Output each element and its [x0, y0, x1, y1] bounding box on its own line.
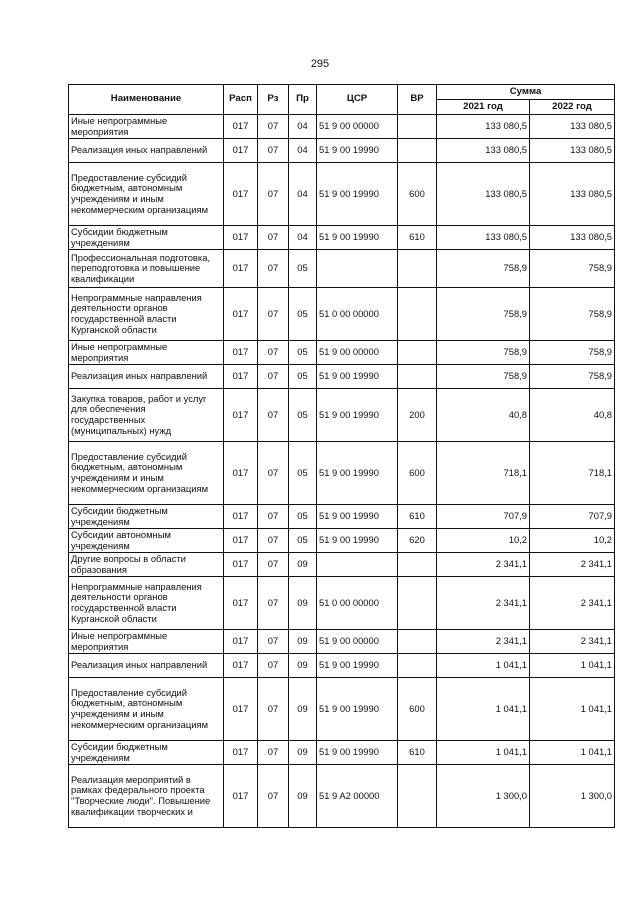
cell-rz: 07	[258, 678, 289, 741]
cell-rz: 07	[258, 288, 289, 341]
cell-name: Непрограммные направления деятельности органов государственной власти Курганской области	[69, 288, 224, 341]
cell-rz: 07	[258, 163, 289, 226]
cell-y2022: 718,1	[530, 442, 615, 505]
cell-rasp: 017	[224, 442, 258, 505]
table-row	[69, 553, 615, 577]
table-row	[69, 442, 615, 505]
cell-pr: 05	[289, 341, 317, 365]
cell-csr: 51 9 00 19990	[317, 226, 398, 250]
cell-y2022: 1 300,0	[530, 765, 615, 828]
table-row	[69, 341, 615, 365]
cell-y2022: 40,8	[530, 389, 615, 442]
cell-rasp: 017	[224, 288, 258, 341]
cell-rasp: 017	[224, 505, 258, 529]
cell-pr: 05	[289, 442, 317, 505]
cell-y2021: 758,9	[437, 341, 530, 365]
cell-pr: 04	[289, 163, 317, 226]
cell-y2021: 133 080,5	[437, 139, 530, 163]
cell-pr: 05	[289, 389, 317, 442]
cell-y2021: 133 080,5	[437, 163, 530, 226]
cell-name: Непрограммные направления деятельности органов государственной власти Курганской области	[69, 577, 224, 630]
cell-rz: 07	[258, 505, 289, 529]
cell-csr: 51 9 00 19990	[317, 163, 398, 226]
cell-pr: 04	[289, 226, 317, 250]
cell-pr: 09	[289, 553, 317, 577]
cell-csr: 51 9 00 19990	[317, 529, 398, 553]
cell-vr: 600	[398, 163, 437, 226]
page-number: 295	[310, 58, 330, 70]
cell-vr: 610	[398, 505, 437, 529]
cell-rz: 07	[258, 442, 289, 505]
cell-name: Другие вопросы в области образования	[69, 553, 224, 577]
cell-rz: 07	[258, 365, 289, 389]
cell-y2022: 133 080,5	[530, 226, 615, 250]
cell-rz: 07	[258, 553, 289, 577]
cell-csr: 51 9 00 19990	[317, 741, 398, 765]
table-row	[69, 250, 615, 288]
table-row	[69, 115, 615, 139]
cell-pr: 09	[289, 630, 317, 654]
cell-rasp: 017	[224, 529, 258, 553]
cell-csr	[317, 250, 398, 288]
cell-y2021: 707,9	[437, 505, 530, 529]
cell-vr: 600	[398, 442, 437, 505]
cell-y2022: 133 080,5	[530, 139, 615, 163]
cell-rasp: 017	[224, 765, 258, 828]
cell-y2021: 758,9	[437, 250, 530, 288]
cell-rasp: 017	[224, 226, 258, 250]
cell-vr	[398, 365, 437, 389]
cell-y2021: 40,8	[437, 389, 530, 442]
table-row	[69, 505, 615, 529]
cell-pr: 09	[289, 678, 317, 741]
header-rasp: Расп	[224, 85, 258, 115]
table-row	[69, 365, 615, 389]
header-rz: Рз	[258, 85, 289, 115]
cell-csr: 51 9 A2 00000	[317, 765, 398, 828]
cell-rz: 07	[258, 765, 289, 828]
cell-csr: 51 9 00 00000	[317, 630, 398, 654]
cell-vr: 200	[398, 389, 437, 442]
cell-vr: 610	[398, 226, 437, 250]
cell-pr: 09	[289, 765, 317, 828]
cell-pr: 09	[289, 741, 317, 765]
cell-rz: 07	[258, 226, 289, 250]
cell-rasp: 017	[224, 115, 258, 139]
table-row	[69, 163, 615, 226]
cell-y2022: 758,9	[530, 288, 615, 341]
cell-rz: 07	[258, 389, 289, 442]
cell-rasp: 017	[224, 678, 258, 741]
cell-rz: 07	[258, 630, 289, 654]
cell-name: Предоставление субсидий бюджетным, автономным учреждениям и иным некоммерческим организациям	[69, 163, 224, 226]
cell-pr: 05	[289, 529, 317, 553]
cell-rz: 07	[258, 577, 289, 630]
cell-csr: 51 9 00 00000	[317, 115, 398, 139]
cell-rasp: 017	[224, 741, 258, 765]
cell-rz: 07	[258, 529, 289, 553]
cell-y2022: 758,9	[530, 341, 615, 365]
cell-y2022: 2 341,1	[530, 630, 615, 654]
table-row	[69, 678, 615, 741]
cell-pr: 05	[289, 288, 317, 341]
cell-y2022: 758,9	[530, 250, 615, 288]
header-vr: ВР	[398, 85, 437, 115]
cell-name: Реализация иных направлений	[69, 139, 224, 163]
cell-pr: 04	[289, 115, 317, 139]
cell-y2021: 2 341,1	[437, 553, 530, 577]
cell-vr	[398, 139, 437, 163]
cell-name: Профессиональная подготовка, переподготовка и повышение квалификации	[69, 250, 224, 288]
cell-rz: 07	[258, 115, 289, 139]
cell-y2021: 1 041,1	[437, 678, 530, 741]
cell-rasp: 017	[224, 654, 258, 678]
cell-pr: 09	[289, 577, 317, 630]
cell-vr: 620	[398, 529, 437, 553]
cell-name: Реализация иных направлений	[69, 365, 224, 389]
cell-vr	[398, 341, 437, 365]
cell-vr	[398, 577, 437, 630]
cell-pr: 09	[289, 654, 317, 678]
cell-rasp: 017	[224, 553, 258, 577]
header-sum: Сумма	[437, 85, 615, 100]
cell-vr	[398, 250, 437, 288]
cell-csr: 51 9 00 19990	[317, 442, 398, 505]
table-row	[69, 577, 615, 630]
cell-rasp: 017	[224, 577, 258, 630]
cell-y2022: 1 041,1	[530, 741, 615, 765]
cell-y2022: 707,9	[530, 505, 615, 529]
cell-name: Реализация мероприятий в рамках федерального проекта "Творческие люди". Повышение квалификации творческих и	[69, 765, 224, 828]
cell-rz: 07	[258, 741, 289, 765]
header-csr: ЦСР	[317, 85, 398, 115]
cell-name: Иные непрограммные мероприятия	[69, 115, 224, 139]
cell-y2022: 2 341,1	[530, 577, 615, 630]
cell-name: Предоставление субсидий бюджетным, автономным учреждениям и иным некоммерческим организациям	[69, 442, 224, 505]
table-row	[69, 529, 615, 553]
cell-rasp: 017	[224, 341, 258, 365]
cell-name: Субсидии бюджетным учреждениям	[69, 741, 224, 765]
budget-table	[68, 84, 615, 828]
cell-y2022: 10,2	[530, 529, 615, 553]
cell-y2021: 133 080,5	[437, 115, 530, 139]
cell-csr: 51 9 00 19990	[317, 389, 398, 442]
cell-pr: 04	[289, 139, 317, 163]
cell-rz: 07	[258, 139, 289, 163]
cell-y2022: 2 341,1	[530, 553, 615, 577]
cell-rz: 07	[258, 654, 289, 678]
cell-name: Иные непрограммные мероприятия	[69, 630, 224, 654]
cell-csr: 51 9 00 19990	[317, 139, 398, 163]
cell-csr: 51 9 00 19990	[317, 654, 398, 678]
cell-vr: 600	[398, 678, 437, 741]
cell-csr: 51 9 00 19990	[317, 505, 398, 529]
cell-name: Субсидии автономным учреждениям	[69, 529, 224, 553]
cell-vr: 610	[398, 741, 437, 765]
cell-csr: 51 0 00 00000	[317, 288, 398, 341]
cell-vr	[398, 654, 437, 678]
cell-rasp: 017	[224, 163, 258, 226]
table-row	[69, 654, 615, 678]
cell-rasp: 017	[224, 630, 258, 654]
cell-y2022: 133 080,5	[530, 115, 615, 139]
cell-name: Субсидии бюджетным учреждениям	[69, 505, 224, 529]
cell-y2021: 1 041,1	[437, 654, 530, 678]
cell-rasp: 017	[224, 389, 258, 442]
cell-name: Реализация иных направлений	[69, 654, 224, 678]
header-name: Наименование	[69, 85, 224, 115]
cell-y2022: 1 041,1	[530, 654, 615, 678]
cell-y2021: 2 341,1	[437, 630, 530, 654]
cell-name: Закупка товаров, работ и услуг для обеспечения государственных (муниципальных) нужд	[69, 389, 224, 442]
cell-csr	[317, 553, 398, 577]
cell-csr: 51 9 00 19990	[317, 678, 398, 741]
cell-csr: 51 9 00 19990	[317, 365, 398, 389]
cell-rz: 07	[258, 341, 289, 365]
cell-y2021: 718,1	[437, 442, 530, 505]
cell-name: Субсидии бюджетным учреждениям	[69, 226, 224, 250]
cell-y2022: 1 041,1	[530, 678, 615, 741]
cell-rasp: 017	[224, 365, 258, 389]
table-row	[69, 630, 615, 654]
cell-y2021: 758,9	[437, 365, 530, 389]
cell-rasp: 017	[224, 250, 258, 288]
cell-y2021: 2 341,1	[437, 577, 530, 630]
table-row	[69, 226, 615, 250]
cell-name: Иные непрограммные мероприятия	[69, 341, 224, 365]
cell-csr: 51 9 00 00000	[317, 341, 398, 365]
cell-vr	[398, 553, 437, 577]
cell-pr: 05	[289, 505, 317, 529]
cell-y2021: 133 080,5	[437, 226, 530, 250]
header-2022: 2022 год	[530, 100, 615, 115]
cell-csr: 51 0 00 00000	[317, 577, 398, 630]
cell-vr	[398, 765, 437, 828]
header-2021: 2021 год	[437, 100, 530, 115]
table-row	[69, 389, 615, 442]
cell-vr	[398, 288, 437, 341]
header-pr: Пр	[289, 85, 317, 115]
cell-y2022: 133 080,5	[530, 163, 615, 226]
table-row	[69, 139, 615, 163]
table-row	[69, 741, 615, 765]
cell-name: Предоставление субсидий бюджетным, автономным учреждениям и иным некоммерческим организациям	[69, 678, 224, 741]
cell-rasp: 017	[224, 139, 258, 163]
table-row	[69, 765, 615, 828]
cell-y2021: 10,2	[437, 529, 530, 553]
table-row	[69, 288, 615, 341]
cell-y2021: 1 300,0	[437, 765, 530, 828]
cell-y2021: 758,9	[437, 288, 530, 341]
cell-y2022: 758,9	[530, 365, 615, 389]
cell-pr: 05	[289, 365, 317, 389]
cell-vr	[398, 630, 437, 654]
cell-pr: 05	[289, 250, 317, 288]
cell-y2021: 1 041,1	[437, 741, 530, 765]
cell-vr	[398, 115, 437, 139]
cell-rz: 07	[258, 250, 289, 288]
